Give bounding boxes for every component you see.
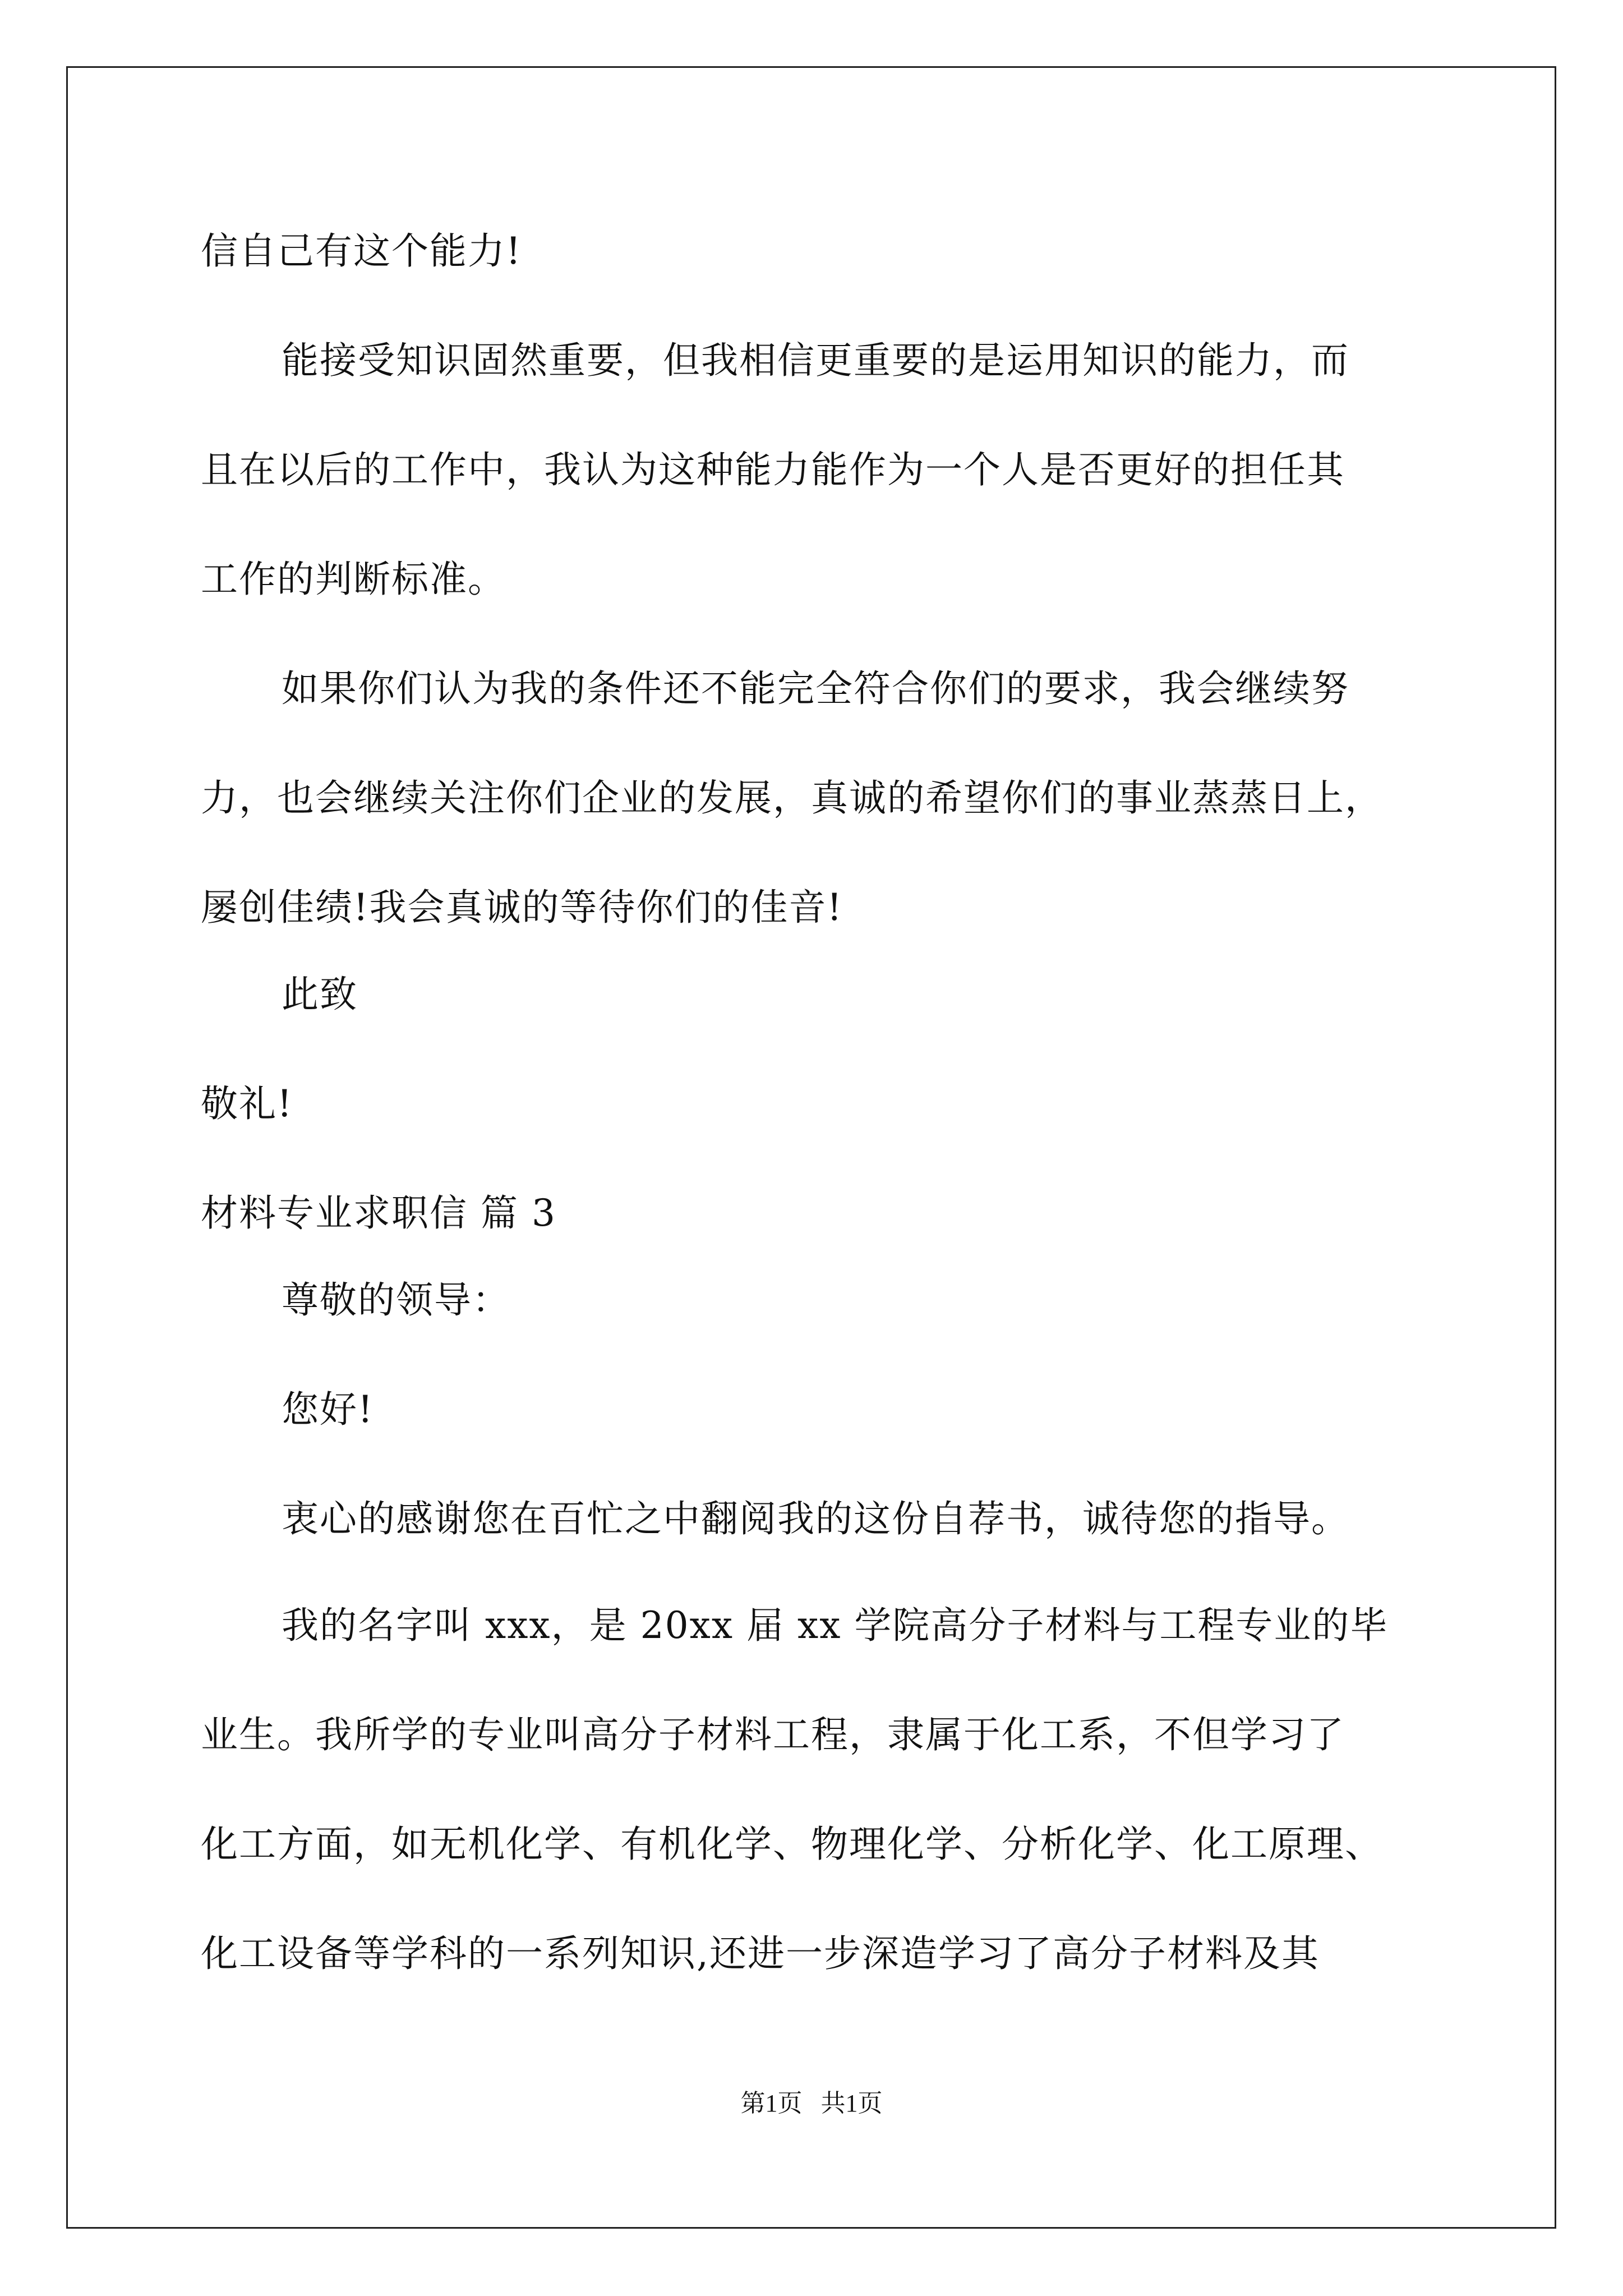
page-footer: 第1页 共1页 xyxy=(740,2090,883,2117)
text-line: 业生。我所学的专业叫高分子材料工程，隶属于化工系，不但学习了 xyxy=(201,1713,1345,1756)
section-heading: 材料专业求职信 篇 3 xyxy=(201,1191,556,1235)
text-line: 且在以后的工作中，我认为这种能力能作为一个人是否更好的担任其 xyxy=(201,448,1345,491)
text-line: 化工设备等学科的一系列知识,还进一步深造学习了高分子材料及其 xyxy=(201,1932,1320,1975)
greeting-line: 尊敬的领导： xyxy=(282,1278,510,1322)
text-line: 化工方面，如无机化学、有机化学、物理化学、分析化学、化工原理、 xyxy=(201,1823,1383,1866)
text-line: 衷心的感谢您在百忙之中翻阅我的这份自荐书，诚待您的指导。 xyxy=(282,1497,1349,1540)
text-line: 如果你们认为我的条件还不能完全符合你们的要求，我会继续努 xyxy=(282,667,1349,710)
page-border xyxy=(66,66,1556,2229)
salutation-line: 敬礼! xyxy=(201,1082,293,1125)
text-line: 屡创佳绩!我会真诚的等待你们的佳音! xyxy=(201,886,843,929)
text-line: 我的名字叫 xxx，是 20xx 届 xx 学院高分子材料与工程专业的毕 xyxy=(282,1604,1389,1647)
text-line: 工作的判断标准。 xyxy=(201,558,506,601)
text-line: 能接受知识固然重要，但我相信更重要的是运用知识的能力，而 xyxy=(282,339,1349,382)
closing-line: 此致 xyxy=(282,973,358,1016)
text-line: 力，也会继续关注你们企业的发展，真诚的希望你们的事业蒸蒸日上， xyxy=(201,776,1383,820)
text-line: 信自己有这个能力! xyxy=(201,229,522,273)
greeting-line: 您好! xyxy=(282,1388,374,1431)
